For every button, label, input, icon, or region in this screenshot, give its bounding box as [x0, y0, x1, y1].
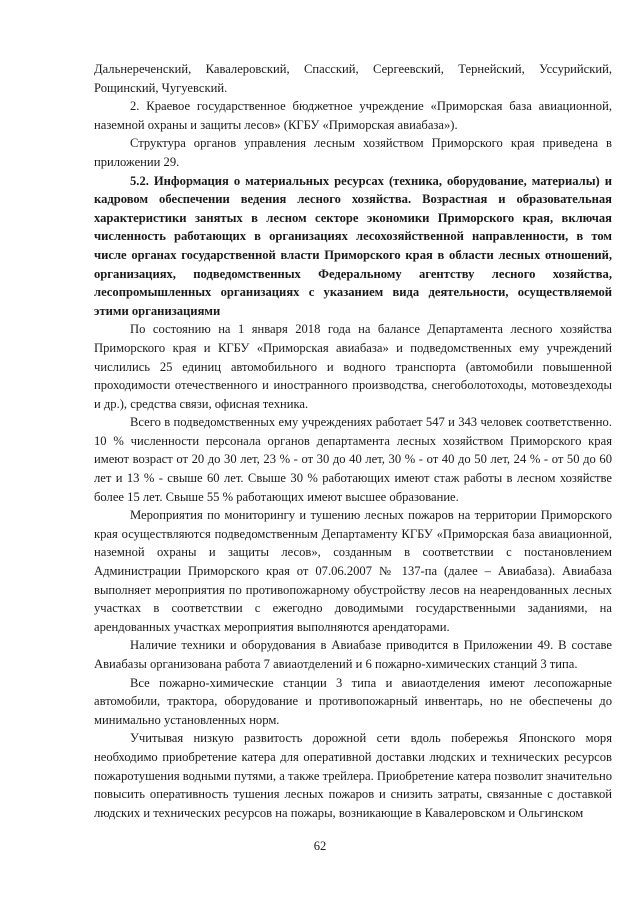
section-heading-5-2: 5.2. Информация о материальных ресурсах (техника, оборудование, материалы) и кадровом обеспечении ведения лесного хозяйства. Возрастная и образовательная характеристики занятых в лесном секторе экономики Приморского края, включая численность работающих в организациях лесохозяйственной направленности, в том числе органах государственной власти Приморского края в области лесных отношений, организациях, подведомственных Федеральному агентству лесного хозяйства, лесопромышленных организациях с указанием вида деятельности, осуществляемой этими организациями — [94, 173, 612, 318]
paragraph-monitoring: Мероприятия по мониторингу и тушению лесных пожаров на территории Приморского края осуществляются подведомственным Департаменту КГБУ «Приморская база авиационной, наземной охраны и защиты лесов», созданным в соответствии с постановлением Администрации Приморского края от 07.06.2007 № 137-па (далее – Авиабаза). Авиабаза выполняет мероприятия по противопожарному обустройству лесов на неарендованных лесных участках в соответствии с ежегодно доводимыми государственными заданиями, на арендованных участках мероприятия выполняются арендаторами. — [94, 508, 612, 634]
page-number: 62 — [313, 839, 327, 853]
paragraph-kgbu: 2. Краевое государственное бюджетное учреждение «Приморская база авиационной, наземной охраны и защиты лесов» (КГБУ «Приморская авиабаза»). — [94, 99, 612, 132]
paragraph-structure: Структура органов управления лесным хозяйством Приморского края приведена в приложении 29. — [94, 136, 612, 169]
paragraph-staff: Всего в подведомственных ему учреждениях работает 547 и 343 человек соответственно. 10 % численности персонала органов департамента лесных хозяйством Приморского края имеют возраст от 20 до 30 лет, 23 % - от 30 до 40 лет, 30 % - от 40 до 50 лет, 24 % - от 50 до 60 лет и 13 % - свыше 60 лет. Свыше 30 % работающих имеют стаж работы в лесном хозяйстве более 15 лет. Свыше 55 % работающих имеют высшее образование. — [94, 415, 612, 504]
paragraph-equipment: Наличие техники и оборудования в Авиабазе приводится в Приложении 49. В составе Авиабазы организована работа 7 авиаотделений и 6 пожарно-химических станций 3 типа. — [94, 638, 612, 671]
paragraph-fire-stations: Все пожарно-химические станции 3 типа и авиаотделения имеют лесопожарные автомобили, трактора, оборудование и противопожарный инвентарь, но не обеспечены до минимально установленных норм. — [94, 675, 612, 727]
paragraph-transport: По состоянию на 1 января 2018 года на балансе Департамента лесного хозяйства Приморского края и КГБУ «Приморская авиабаза» и подведомственных ему учреждений числились 25 единиц автомобильного и водного транспорта (автомобили повышенной проходимости отечественного и иностранного производства, снегоболотоходы, мотовездеходы и др.), средства связи, офисная техника. — [94, 322, 612, 411]
paragraph-districts: Дальнереченский, Кавалеровский, Спасский, Сергеевский, Тернейский, Уссурийский, Рощинский, Чугуевский. — [94, 62, 612, 95]
paragraph-boat: Учитывая низкую развитость дорожной сети вдоль побережья Японского моря необходимо приобретение катера для оперативной доставки людских и технических ресурсов пожаротушения водными путями, а также трейлера. Приобретение катера позволит значительно повысить оперативность тушения лесных пожаров и снизить затраты, связанные с доставкой людских и технических ресурсов на пожары, возникающие в Кавалеровском и Ольгинском — [94, 731, 612, 820]
document-page — [94, 60, 612, 860]
